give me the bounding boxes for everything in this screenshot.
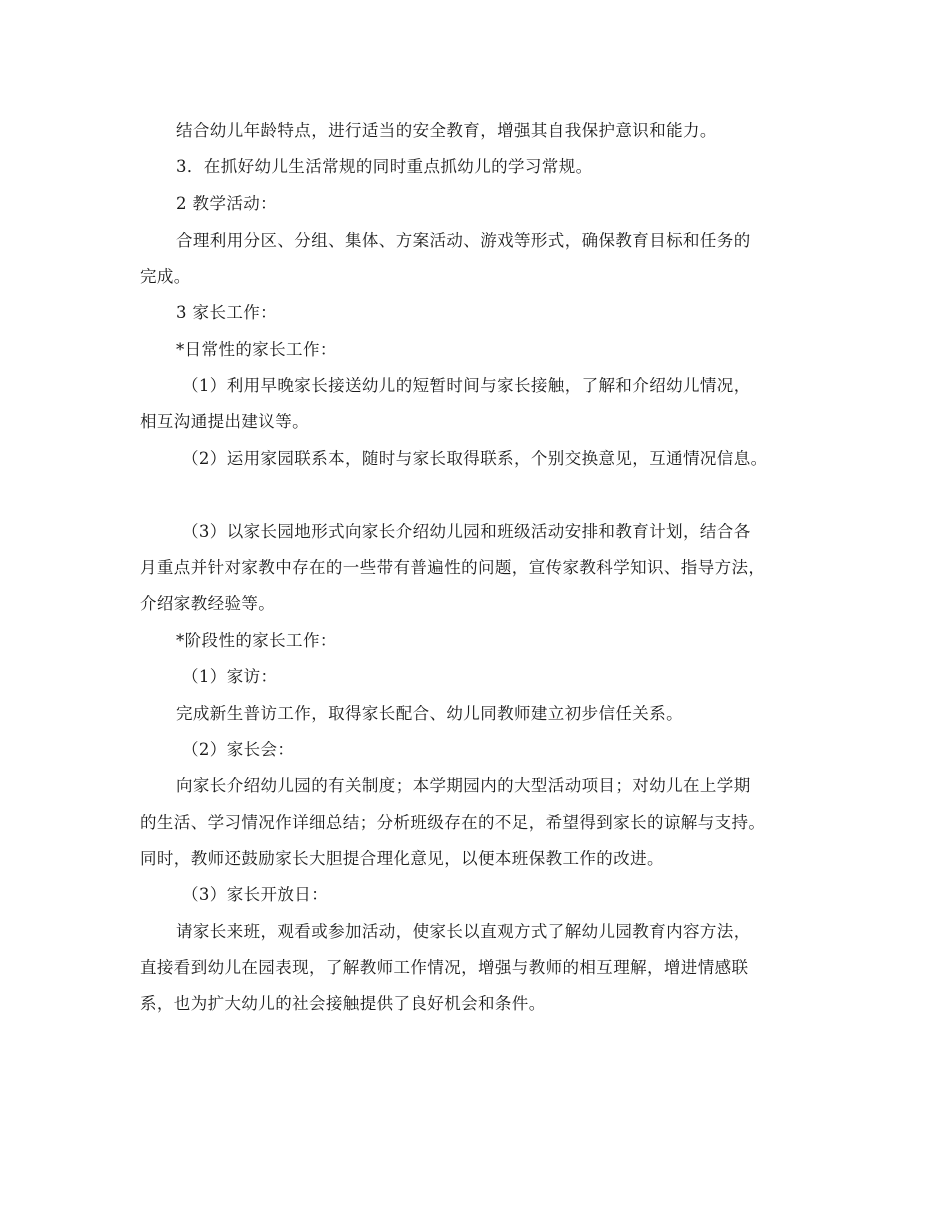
paragraph-line: 月重点并针对家教中存在的一些带有普遍性的问题，宣传家教科学知识、指导方法， — [140, 558, 766, 577]
paragraph-line: 直接看到幼儿在园表现，了解教师工作情况，增强与教师的相互理解，增进情感联 — [140, 958, 749, 977]
paragraph-line: 合理利用分区、分组、集体、方案活动、游戏等形式，确保教育目标和任务的 — [176, 231, 751, 250]
paragraph-line: 结合幼儿年龄特点，进行适当的安全教育，增强其自我保护意识和能力。 — [176, 121, 717, 140]
section-heading: 2 教学活动： — [176, 194, 278, 213]
subsection-heading: *阶段性的家长工作： — [176, 631, 337, 650]
item-heading: （1）家访： — [182, 667, 278, 686]
paragraph-line: （3）以家长园地形式向家长介绍幼儿园和班级活动安排和教育计划，结合各 — [182, 522, 751, 541]
paragraph-line: （2）运用家园联系本，随时与家长取得联系，个别交换意见，互通情况信息。 — [182, 449, 768, 468]
paragraph-line: 的生活、学习情况作详细总结；分析班级存在的不足，希望得到家长的谅解与支持。 — [140, 813, 766, 832]
subsection-heading: *日常性的家长工作： — [176, 340, 337, 359]
paragraph-line: 同时，教师还鼓励家长大胆提合理化意见，以便本班保教工作的改进。 — [140, 849, 664, 868]
paragraph-line: 完成新生普访工作，取得家长配合、幼儿同教师建立初步信任关系。 — [176, 704, 683, 723]
paragraph-line: 3．在抓好幼儿生活常规的同时重点抓幼儿的学习常规。 — [176, 157, 593, 176]
section-heading: 3 家长工作： — [176, 303, 278, 322]
paragraph-line: 系，也为扩大幼儿的社会接触提供了良好机会和条件。 — [140, 994, 546, 1013]
item-heading: （2）家长会： — [182, 740, 295, 759]
paragraph-line: （1）利用早晚家长接送幼儿的短暂时间与家长接触，了解和介绍幼儿情况， — [182, 376, 751, 395]
item-heading: （3）家长开放日： — [182, 885, 329, 904]
paragraph-line: 向家长介绍幼儿园的有关制度；本学期园内的大型活动项目；对幼儿在上学期 — [176, 776, 751, 795]
paragraph-line: 请家长来班，观看或参加活动，使家长以直观方式了解幼儿园教育内容方法， — [176, 922, 751, 941]
paragraph-line: 介绍家教经验等。 — [140, 594, 276, 613]
paragraph-line: 完成。 — [140, 267, 191, 286]
paragraph-line: 相互沟通提出建议等。 — [140, 412, 309, 431]
